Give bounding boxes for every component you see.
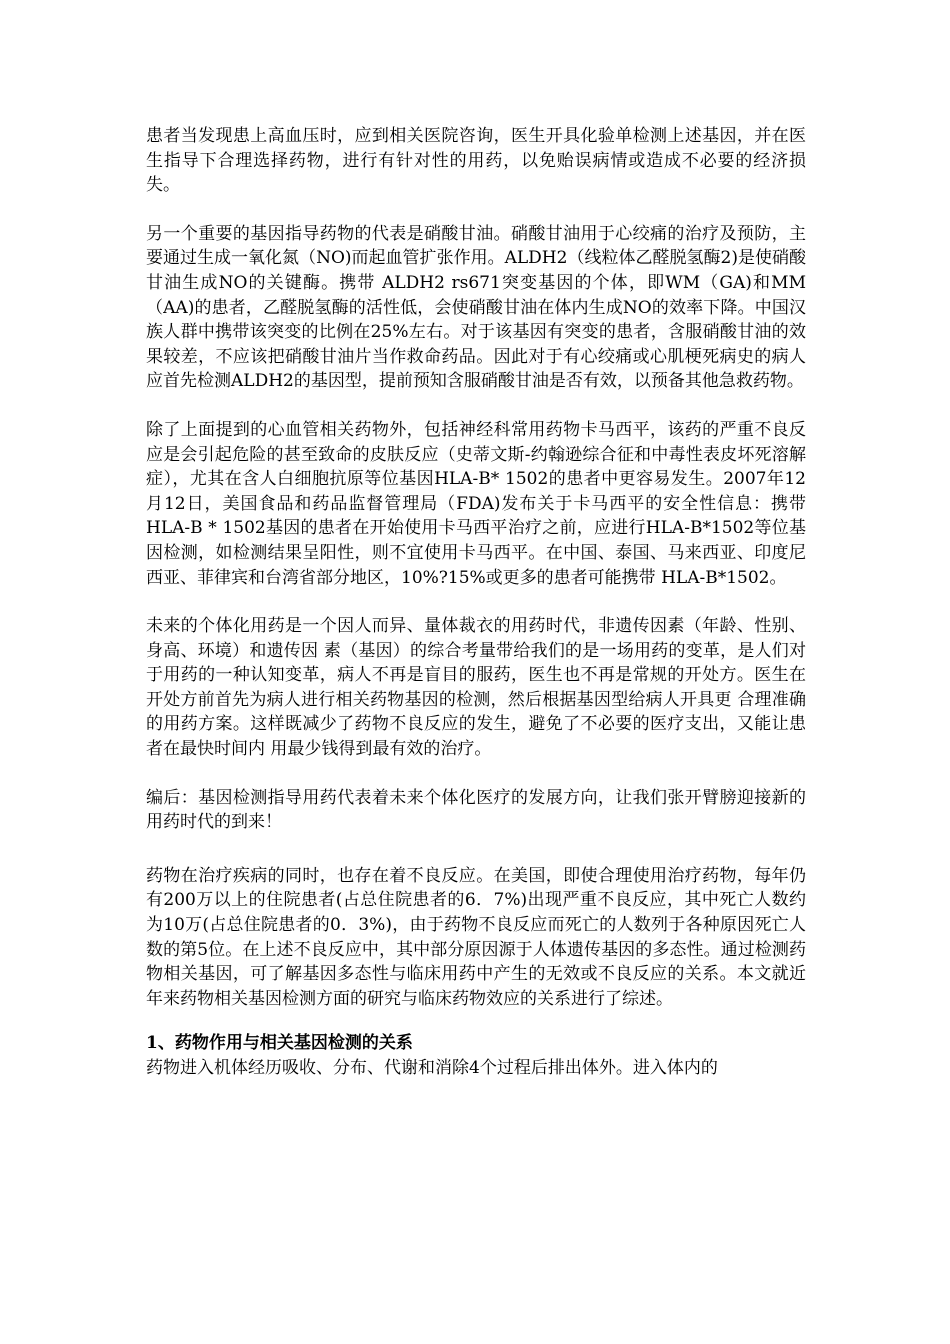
paragraph-editor-note: 编后：基因检测指导用药代表着未来个体化医疗的发展方向，让我们张开臂膀迎接新的用药时代的到来！	[146, 787, 806, 833]
paragraph-adverse-reactions: 药物在治疗疾病的同时，也存在着不良反应。在美国，即使合理使用治疗药物，每年仍有200万以上的住院患者(占总住院患者的6．7%)出现严重不良反应，其中死亡人数约为10万(占总住院患者的0．3%)，由于药物不良反应而死亡的人数列于各种原因死亡人数的第5位。在上述不良反应中，其中部分原因源于人体遗传基因的多态性。通过检测药物相关基因，可了解基因多态性与临床用药中产生的无效或不良反应的关系。本文就近年来药物相关基因检测方面的研究与临床药物效应的关系进行了综述。	[146, 865, 806, 1009]
paragraph-hypertension-advice: 患者当发现患上高血压时，应到相关医院咨询，医生开具化验单检测上述基因，并在医生指导下合理选择药物，进行有针对性的用药，以免贻误病情或造成不必要的经济损失。	[146, 126, 806, 196]
paragraph-nitroglycerin: 另一个重要的基因指导药物的代表是硝酸甘油。硝酸甘油用于心绞痛的治疗及预防，主要通过生成一氧化氮（NO)而起血管扩张作用。ALDH2（线粒体乙醛脱氢酶2)是使硝酸甘油生成NO的关键酶。携带 ALDH2 rs671突变基因的个体，即WM（GA)和MM（AA)的患者，乙醛脱氢酶的活性低，会使硝酸甘油在体内生成NO的效率下降。中国汉族人群中携带该突变的比例在25%左右。对于该基因有突变的患者，含服硝酸甘油的效果较差，不应该把硝酸甘油片当作救命药品。因此对于有心绞痛或心肌梗死病史的病人应首先检测ALDH2的基因型，提前预知含服硝酸甘油是否有效，以预备其他急救药物。	[146, 223, 806, 392]
section-heading: 1、药物作用与相关基因检测的关系	[146, 1033, 413, 1054]
section-spacer	[146, 835, 806, 864]
section-body-text: 药物进入机体经历吸收、分布、代谢和消除4个过程后排出体外。进入体内的	[146, 1058, 718, 1078]
paragraph-personalized-medicine: 未来的个体化用药是一个因人而异、量体裁衣的用药时代，非遗传因素（年龄、性别、身高、环境）和遗传因 素（基因）的综合考量带给我们的是一场用药的变革，是人们对于用药的一种认知变革，病人不再是盲目的服药，医生也不再是常规的开处方。医生在开处方前首先为病人进行相关药物基因的检测，然后根据基因型给病人开具更 合理准确的用药方案。这样既减少了药物不良反应的发生，避免了不必要的医疗支出，又能让患者在最快时间内 用最少钱得到最有效的治疗。	[146, 616, 806, 760]
document-page	[146, 124, 806, 1081]
paragraph-carbamazepine: 除了上面提到的心血管相关药物外，包括神经科常用药物卡马西平，该药的严重不良反应是会引起危险的甚至致命的皮肤反应（史蒂文斯-约翰逊综合征和中毒性表皮坏死溶解症），尤其在含人白细胞抗原等位基因HLA-B* 1502的患者中更容易发生。2007年12月12日，美国食品和药品监督管理局（FDA)发布关于卡马西平的安全性信息：携带 HLA-B * 1502基因的患者在开始使用卡马西平治疗之前，应进行HLA-B*1502等位基因检测，如检测结果呈阳性，则不宜使用卡马西平。在中国、泰国、马来西亚、印度尼西亚、菲律宾和台湾省部分地区，10%?15%或更多的患者可能携带 HLA-B*1502。	[146, 419, 806, 588]
